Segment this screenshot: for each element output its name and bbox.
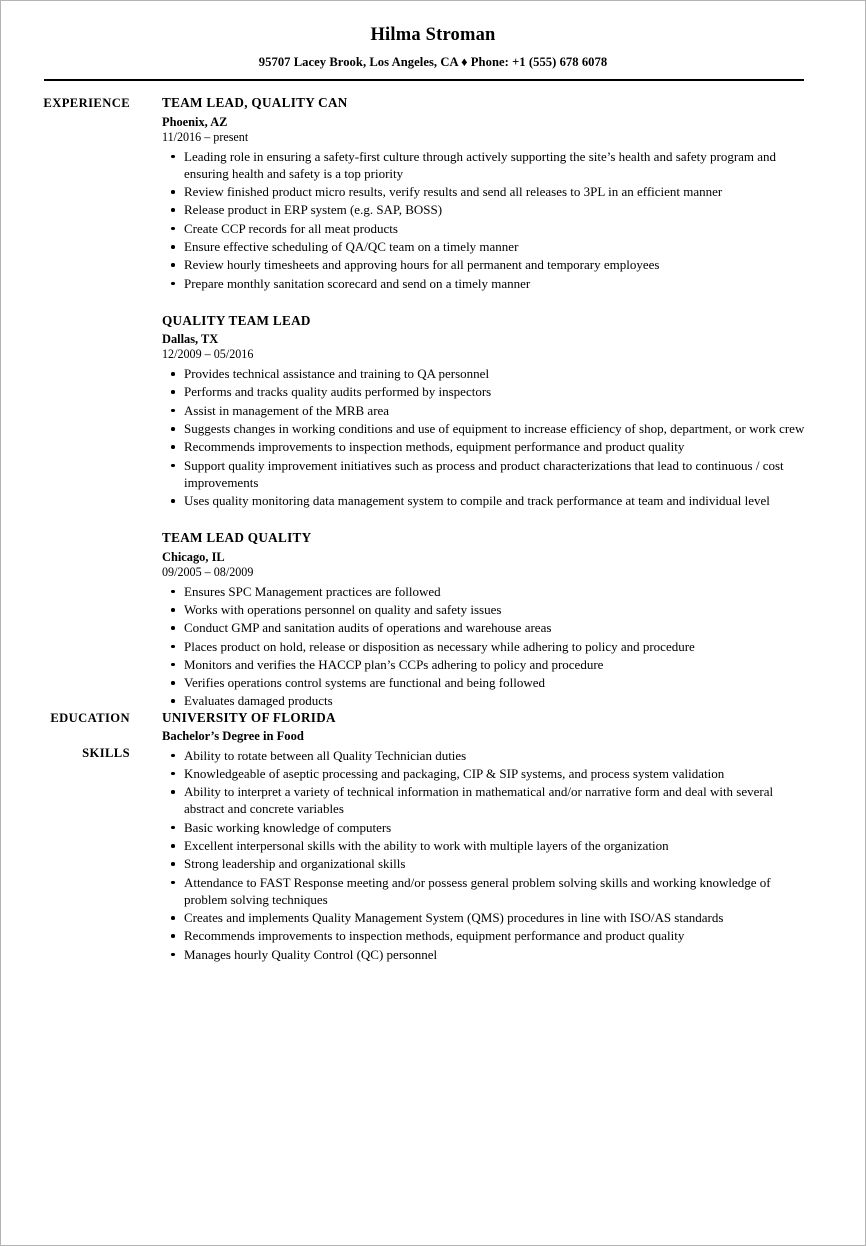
skills-bullet-list: [162, 747, 813, 963]
job-bullet: Places product on hold, release or disposition as necessary while adhering to policy and procedure: [162, 638, 813, 655]
job-bullet: Suggests changes in working conditions and use of equipment to increase efficiency of shop, department, or work crew: [162, 420, 813, 437]
job-bullet: Provides technical assistance and training to QA personnel: [162, 365, 813, 382]
experience-entry: [162, 313, 813, 510]
job-bullet: Ensures SPC Management practices are followed: [162, 583, 813, 600]
job-bullet: Review hourly timesheets and approving hours for all permanent and temporary employees: [162, 256, 813, 273]
job-bullet-list: [162, 583, 813, 710]
skill-bullet: Creates and implements Quality Management System (QMS) procedures in line with ISO/AS standards: [162, 909, 813, 926]
job-bullet: Leading role in ensuring a safety-first culture through actively supporting the site’s health and safety program and ensuring health and safety is a top priority: [162, 148, 813, 183]
skill-bullet: Ability to interpret a variety of technical information in mathematical and/or narrative form and deal with several abstract and concrete variables: [162, 783, 813, 818]
job-bullet: Conduct GMP and sanitation audits of operations and warehouse areas: [162, 619, 813, 636]
education-entry: [162, 710, 813, 745]
job-title: TEAM LEAD QUALITY: [162, 530, 312, 546]
job-bullet: Review finished product micro results, verify results and send all releases to 3PL in an efficient manner: [162, 183, 813, 200]
job-bullet: Release product in ERP system (e.g. SAP, BOSS): [162, 201, 813, 218]
skill-bullet: Recommends improvements to inspection methods, equipment performance and product quality: [162, 927, 813, 944]
job-bullet-list: [162, 365, 813, 509]
job-bullet: Verifies operations control systems are functional and being followed: [162, 674, 813, 691]
resume-body: [2, 81, 864, 963]
job-bullet: Evaluates damaged products: [162, 692, 813, 709]
job-dates: 12/2009 – 05/2016: [162, 347, 254, 362]
job-bullet: Uses quality monitoring data management system to compile and track performance at team and individual level: [162, 492, 813, 509]
job-bullet: Ensure effective scheduling of QA/QC team on a timely manner: [162, 238, 813, 255]
job-bullet: Performs and tracks quality audits performed by inspectors: [162, 383, 813, 400]
education-degree: Bachelor’s Degree in Food: [162, 729, 304, 744]
skill-bullet: Strong leadership and organizational skills: [162, 855, 813, 872]
section-skills: [2, 745, 864, 963]
skill-bullet: Manages hourly Quality Control (QC) personnel: [162, 946, 813, 963]
job-title: TEAM LEAD, QUALITY CAN: [162, 95, 348, 111]
skill-bullet: Excellent interpersonal skills with the ability to work with multiple layers of the organization: [162, 837, 813, 854]
job-bullet: Recommends improvements to inspection methods, equipment performance and product quality: [162, 438, 813, 455]
skill-bullet: Ability to rotate between all Quality Technician duties: [162, 747, 813, 764]
experience-entry: [162, 95, 813, 292]
job-location: Chicago, IL: [162, 549, 225, 564]
education-entries: [162, 710, 864, 745]
resume-sheet: [1, 1, 865, 1245]
job-dates: 11/2016 – present: [162, 129, 249, 144]
skills-list-wrap: [162, 745, 864, 963]
job-location: Dallas, TX: [162, 332, 219, 347]
job-bullet: Support quality improvement initiatives such as process and product characterizations that lead to continuous / cost improvements: [162, 457, 813, 492]
candidate-contact-line: 95707 Lacey Brook, Los Angeles, CA ♦ Phone: +1 (555) 678 6078: [258, 55, 608, 70]
education-school: UNIVERSITY OF FLORIDA: [162, 709, 336, 725]
section-education: [2, 710, 864, 745]
section-label-skills: SKILLS: [82, 745, 130, 760]
candidate-name: Hilma Stroman: [370, 25, 496, 45]
section-label-education: EDUCATION: [50, 710, 130, 725]
skill-bullet: Attendance to FAST Response meeting and/or possess general problem solving skills and working knowledge of problem solving techniques: [162, 874, 813, 909]
section-experience: [2, 95, 864, 710]
job-bullet: Assist in management of the MRB area: [162, 402, 813, 419]
experience-entries: [162, 95, 864, 710]
job-bullet-list: [162, 148, 813, 292]
job-bullet: Works with operations personnel on quality and safety issues: [162, 601, 813, 618]
job-title: QUALITY TEAM LEAD: [162, 312, 311, 328]
job-dates: 09/2005 – 08/2009: [162, 565, 254, 579]
job-bullet: Prepare monthly sanitation scorecard and send on a timely manner: [162, 275, 813, 292]
experience-entry: [162, 530, 813, 709]
section-label-experience: EXPERIENCE: [43, 96, 130, 111]
resume-header: [2, 2, 864, 70]
job-bullet: Create CCP records for all meat products: [162, 220, 813, 237]
job-bullet: Monitors and verifies the HACCP plan’s CCPs adhering to policy and procedure: [162, 656, 813, 673]
job-location: Phoenix, AZ: [162, 114, 228, 129]
skill-bullet: Knowledgeable of aseptic processing and packaging, CIP & SIP systems, and process system validation: [162, 765, 813, 782]
skill-bullet: Basic working knowledge of computers: [162, 819, 813, 836]
